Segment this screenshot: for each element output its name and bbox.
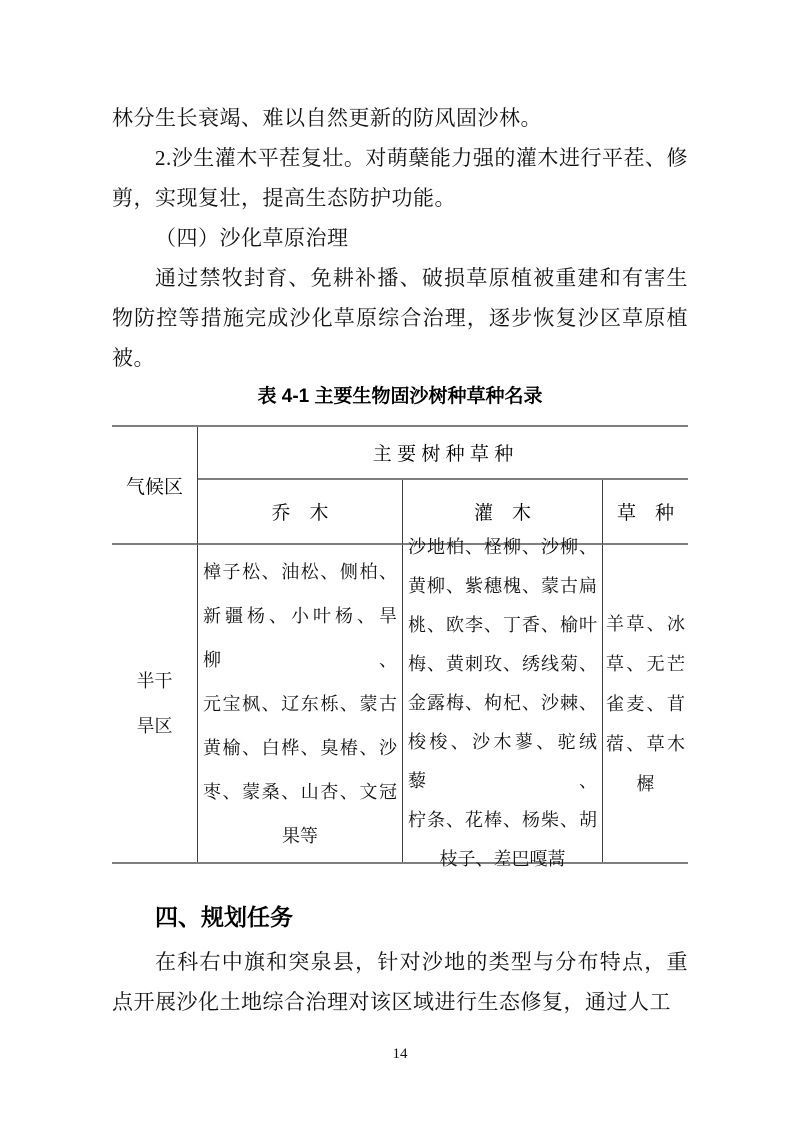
- section-heading-planning-tasks: 四、规划任务: [155, 904, 293, 930]
- cell-line: 桃、欧李、丁香、榆叶: [408, 615, 597, 635]
- cell-line: 樟子松、油松、侧柏、: [203, 561, 397, 582]
- species-table: [112, 425, 688, 869]
- header-cell-main-species: 主 要 树 种 草 种: [198, 427, 688, 480]
- header-cell-tree: 乔 木: [198, 480, 403, 545]
- paragraph-planning-tasks: 在科右中旗和突泉县，针对沙地的类型与分布特点，重点开展沙化土地综合治理对该区域进行生态修复，通过人工: [112, 950, 688, 1014]
- cell-line: 新疆杨、小叶杨、旱柳、: [203, 605, 397, 670]
- cell-line: 雀麦、苜: [606, 693, 685, 714]
- subsection-heading-grassland: （四）沙化草原治理: [155, 226, 349, 250]
- cell-line: 黄榆、白桦、臭椿、沙: [203, 737, 397, 758]
- paragraph-shrub-rejuvenation: 2.沙生灌木平茬复壮。对萌蘖能力强的灌木进行平茬、修剪，实现复壮，提高生态防护功能。: [112, 146, 688, 210]
- body-cell-shrub-list: [403, 537, 603, 869]
- paragraph-grassland-treatment: 通过禁牧封育、免耕补播、破损草原植被重建和有害生物防控等措施完成沙化草原综合治理，逐步恢复沙区草原植被。: [112, 266, 688, 370]
- body-cell-grass-list: [603, 545, 688, 862]
- cell-line: 元宝枫、辽东栎、蒙古: [203, 693, 397, 714]
- cell-line: 草、无芒: [606, 653, 685, 674]
- cell-line: 柠条、花棒、杨柴、胡: [408, 810, 597, 830]
- cell-line: 羊草、冰: [606, 613, 685, 634]
- page-number: 14: [392, 1046, 408, 1062]
- cell-line: 梭梭、沙木蓼、驼绒藜、: [408, 732, 597, 791]
- body-cell-climate-zone: [112, 545, 198, 862]
- header-cell-climate-zone: 气候区: [112, 427, 198, 545]
- cell-line: 梅、黄刺玫、绣线菊、: [408, 654, 597, 674]
- cell-line: 枣、蒙桑、山杏、文冠: [203, 781, 397, 802]
- cell-line: 樨: [636, 773, 655, 794]
- paragraph-continuation: 林分生长衰竭、难以自然更新的防风固沙林。: [112, 106, 542, 130]
- cell-line: 黄柳、紫穗槐、蒙古扁: [408, 576, 597, 596]
- cell-line: 枝子、差巴嘎蒿: [439, 849, 566, 869]
- cell-line: 金露梅、枸杞、沙棘、: [408, 693, 597, 713]
- body-cell-tree-list: [198, 545, 403, 862]
- header-cell-grass: 草 种: [603, 480, 688, 545]
- cell-line: 果等: [282, 825, 318, 846]
- cell-line: 蓿、草木: [606, 733, 685, 754]
- table-caption: 表 4-1 主要生物固沙树种草种名录: [257, 386, 543, 407]
- cell-line: 沙地柏、柽柳、沙柳、: [408, 537, 597, 557]
- cell-line: 半干: [136, 670, 173, 691]
- header-cell-shrub: 灌 木: [403, 480, 603, 545]
- cell-line: 旱区: [136, 715, 173, 736]
